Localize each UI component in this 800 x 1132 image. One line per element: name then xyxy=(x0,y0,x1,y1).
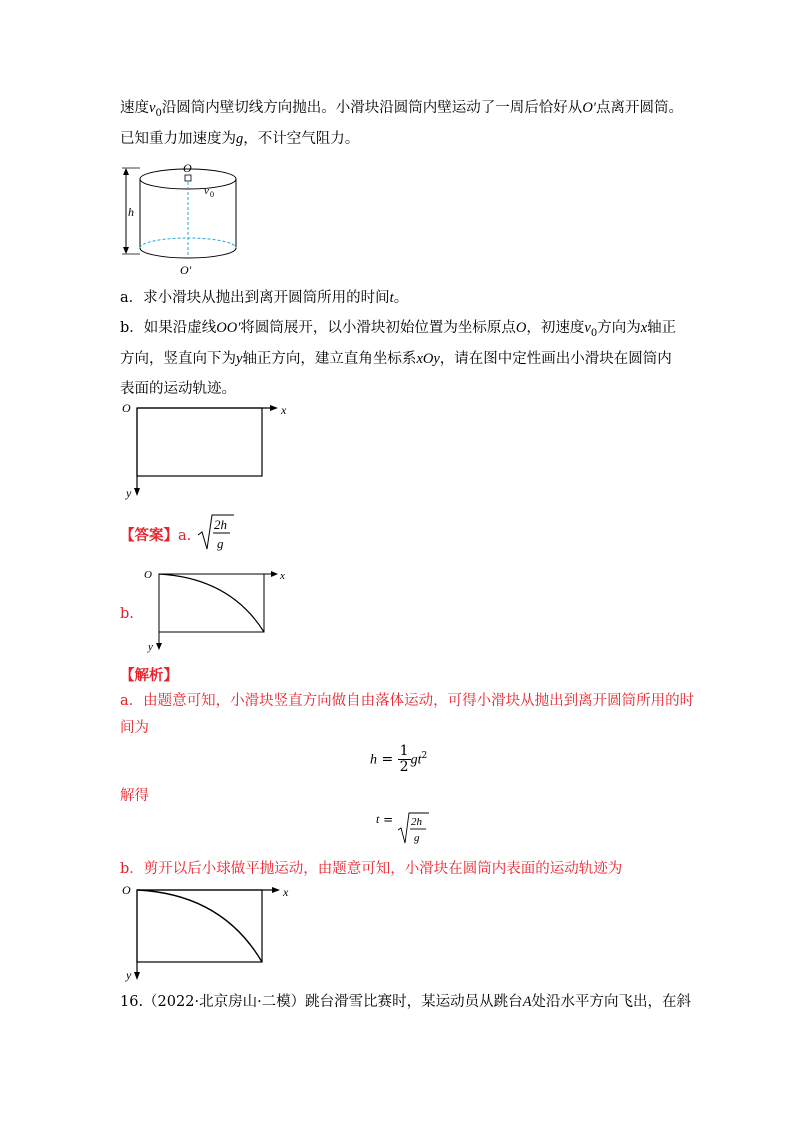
svg-text:O: O xyxy=(122,883,131,897)
svg-text:g: g xyxy=(414,832,420,844)
answer-b-label: b. xyxy=(120,606,134,622)
equation-t-sqrt xyxy=(397,810,431,848)
answer-line: 【答案】a. xyxy=(120,527,192,544)
svg-text:x: x xyxy=(281,403,287,417)
intro-line-1: 速度$v_0$沿圆筒内壁切线方向抛出。小滑块沿圆筒内壁运动了一周后恰好从O′点离开圆筒。 xyxy=(120,100,683,119)
svg-text:x: x xyxy=(280,570,285,582)
intro-line-2: 已知重力加速度为g，不计空气阻力。 xyxy=(120,131,360,147)
empty-axes-diagram xyxy=(118,398,298,502)
equation-t: t = xyxy=(376,812,394,827)
o-prime-label: O′ xyxy=(180,263,192,277)
svg-text:O: O xyxy=(144,569,152,581)
analysis-trajectory-diagram xyxy=(118,880,298,984)
question-b-line-1: b．如果沿虚线OO′将圆筒展开，以小滑块初始位置为坐标原点O，初速度$v_0$方向为x轴正 xyxy=(120,320,677,339)
question-a: a．求小滑块从抛出到离开圆筒所用的时间t。 xyxy=(120,290,409,306)
o-label: O xyxy=(183,161,192,175)
svg-text:y: y xyxy=(148,641,153,653)
svg-text:y: y xyxy=(126,968,132,982)
v0-label: v xyxy=(204,185,209,197)
equation-h: h = $\frac{1}{2}$ $gt^2$ xyxy=(370,743,428,775)
cylinder-figure xyxy=(120,158,250,280)
svg-text:g: g xyxy=(217,536,224,551)
analysis-a-line-1: a．由题意可知，小滑块竖直方向做自由落体运动，可得小滑块从抛出到离开圆筒所用的时 xyxy=(120,693,695,709)
analysis-b-line: b．剪开以后小球做平抛运动，由题意可知，小滑块在圆筒内表面的运动轨迹为 xyxy=(120,861,623,877)
svg-text:y: y xyxy=(126,486,132,500)
question-b-line-2: 方向，竖直向下为y轴正方向，建立直角坐标系xOy，请在图中定性画出小滑块在圆筒内 xyxy=(120,351,672,367)
svg-text:O: O xyxy=(122,401,131,415)
svg-text:2h: 2h xyxy=(214,517,227,532)
next-question: 16.（2022·北京房山·二模）跳台滑雪比赛时，某运动员从跳台A处沿水平方向飞出，在斜 xyxy=(120,994,692,1010)
svg-text:x: x xyxy=(283,885,289,899)
v0-sub-label: 0 xyxy=(210,190,214,199)
analysis-a-line-2: 间为 xyxy=(120,720,149,736)
solve-label: 解得 xyxy=(120,788,149,804)
answer-trajectory-diagram xyxy=(140,566,290,656)
svg-text:2h: 2h xyxy=(411,816,422,828)
h-label: h xyxy=(128,205,134,219)
answer-sqrt xyxy=(196,511,236,555)
question-b-line-3: 表面的运动轨迹。 xyxy=(120,381,236,397)
analysis-tag: 【解析】 xyxy=(120,667,178,684)
